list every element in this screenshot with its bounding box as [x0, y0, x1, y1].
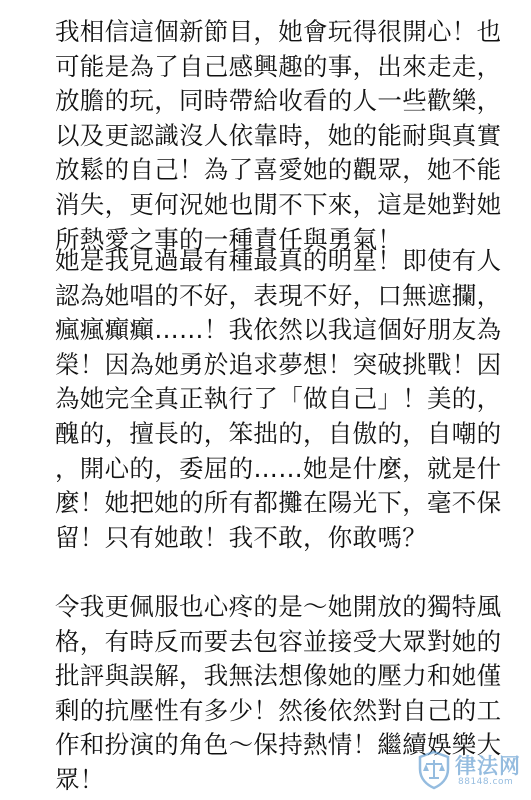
text-line: 榮！因為她勇於追求夢想！突破挑戰！因 [55, 349, 502, 379]
text-line: 瘋瘋癲癲……！我依然以我這個好朋友為 [55, 315, 502, 345]
text-line: 醜的，擅長的，笨拙的，自傲的，自嘲的 [55, 418, 502, 448]
text-line: 放鬆的自己！為了喜愛她的觀眾，她不能 [55, 155, 502, 185]
text-line: 作和扮演的角色～保持熱情！繼續娛樂大 [55, 730, 502, 760]
text-line: 麼！她把她的所有都攤在陽光下，毫不保 [55, 488, 502, 518]
text-line: 以及更認識沒人依靠時，她的能耐與真實 [55, 120, 502, 150]
text-line: 所熱愛之事的一種責任與勇氣！ [55, 224, 403, 254]
watermark-name: 律法网 [455, 754, 521, 778]
watermark-url: 88148.com [458, 777, 514, 787]
text-line: 留！只有她敢！我不敢，你敢嗎？ [55, 522, 427, 552]
text-line: 眾！ [55, 764, 105, 794]
text-line: 格，有時反而要去包容並接受大眾對她的 [55, 626, 502, 656]
text-line: 認為她唱的不好，表現不好，口無遮攔， [55, 280, 502, 310]
paragraph-2 [55, 244, 502, 555]
text-line: 剩的抗壓性有多少！然後依然對自己的工 [55, 695, 502, 725]
text-line: 我相信這個新節目，她會玩得很開心！也 [55, 17, 502, 46]
text-line: 放膽的玩，同時帶給收看的人一些歡樂， [55, 86, 502, 116]
text-line: ，開心的，委屈的……她是什麼，就是什 [55, 453, 502, 483]
text-line: 令我更佩服也心疼的是～她開放的獨特風 [55, 592, 502, 621]
paragraph-1 [55, 15, 502, 257]
text-line: 她是我見過最有種最真的明星！即使有人 [55, 246, 502, 275]
site-watermark [417, 748, 527, 794]
shield-scales-icon [417, 750, 451, 790]
text-line: 消失，更何況她也閒不下來，這是她對她 [55, 189, 502, 219]
text-line: 可能是為了自己感興趣的事，出來走走， [55, 51, 502, 81]
text-line: 為她完全真正執行了「做自己」！美的， [55, 384, 502, 414]
text-line: 批評與誤解，我無法想像她的壓力和她僅 [55, 661, 502, 691]
